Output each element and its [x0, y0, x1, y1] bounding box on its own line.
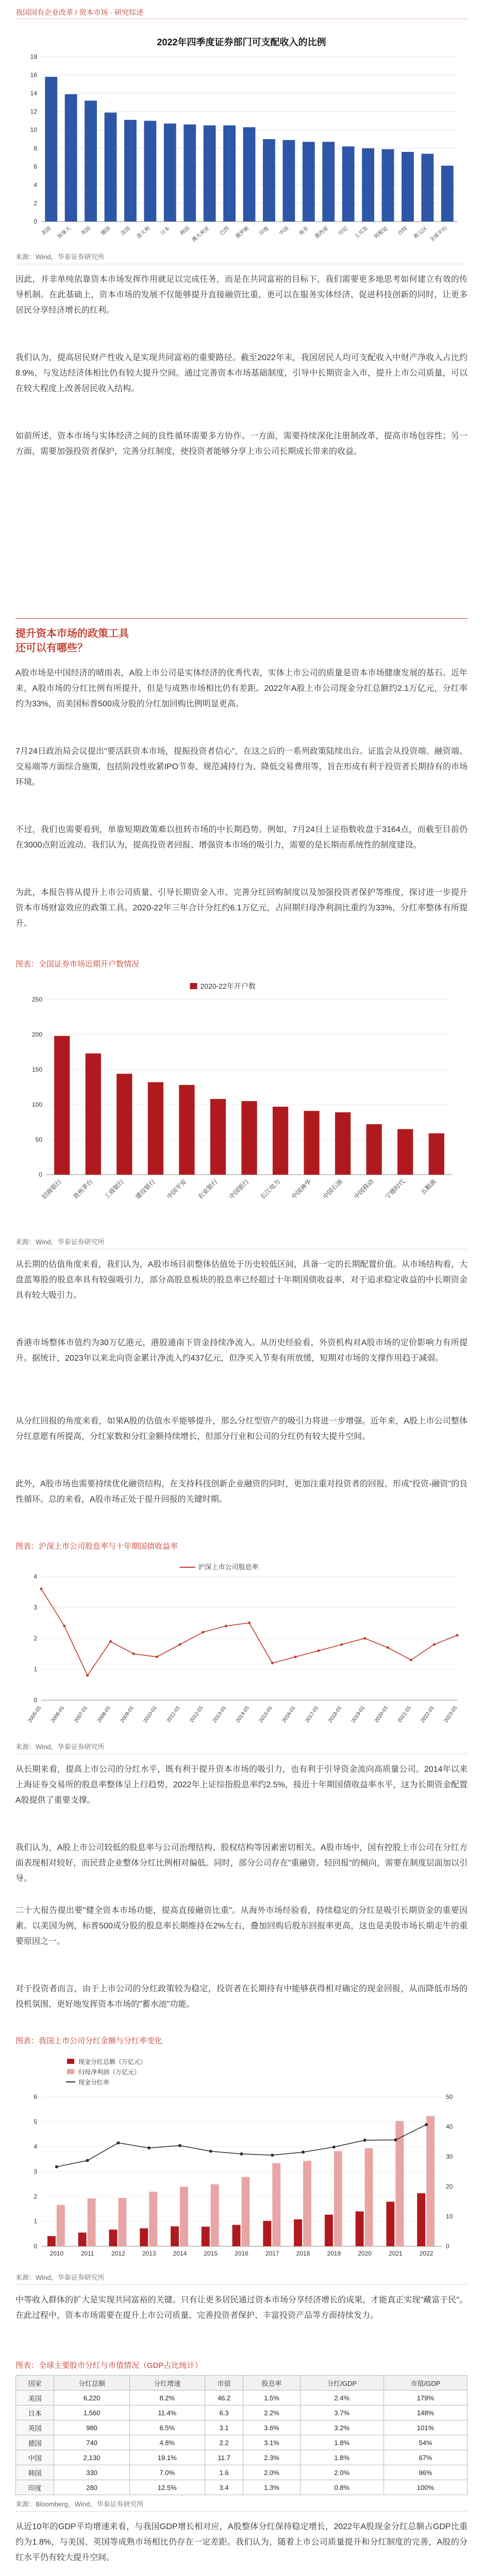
x-tick-label: 沙特 — [397, 225, 409, 237]
x-tick-label: 印尼 — [338, 225, 349, 237]
table-cell: 韩国 — [16, 2465, 54, 2480]
bar — [184, 125, 196, 222]
table-cell: 3.7% — [300, 2405, 384, 2420]
bar — [109, 2230, 117, 2246]
bar — [441, 166, 454, 222]
x-tick-label: 2022-01 — [420, 1705, 436, 1724]
chart-2 — [15, 974, 468, 1231]
y-tick-label: 0 — [34, 218, 37, 225]
table-cell: 6.3 — [205, 2405, 243, 2420]
paragraph: 为此，本报告将从提升上市公司质量、引导长期资金入市、完善分红回购制度以及加强投资者保护等维度，探讨进一步提升资本市场财富效应的政策工具。2020-22年三年合计分红约6.1万亿元，占同期归母净利润比重约为33%，分红率整体有所提升。 — [15, 888, 468, 928]
bar — [402, 152, 414, 222]
y2-tick-label: 0 — [446, 2243, 449, 2250]
y-tick-label: 250 — [31, 996, 42, 1003]
bar — [180, 2187, 188, 2246]
bar — [210, 1099, 226, 1175]
x-tick-label: 工商银行 — [103, 1178, 126, 1201]
paragraph: 从长期的估值角度来看，我们认为，A股市场目前整体估值处于历史较低区间，具备一定的长期配置价值。从市场结构看，大盘蓝筹股的股息率具有较强吸引力，部分高股息板块的股息率已经超过十年期国债收益率，对于追求稳定收益的中长期资金具有较大吸引力。 — [15, 1260, 468, 1300]
y-tick-label: 16 — [30, 71, 37, 79]
x-tick-label: 2010 — [49, 2250, 64, 2257]
x-tick-label: 韩国 — [179, 225, 191, 237]
y-tick-label: 1 — [34, 2217, 37, 2225]
table-cell: 12.5% — [129, 2480, 205, 2495]
paragraph: 因此，并非单纯依靠资本市场发挥作用就足以完成任务，而是在共同富裕的目标下，我们需要更多地思考如何建立有效的传导机制。在此基础上，资本市场的发展不仅能够提升直接融资比重，更可以在服务实体经济、促进科技创新的同时，让更多居民分享经济增长的红利。 — [15, 275, 468, 315]
paragraph: 如前所述，资本市场与实体经济之间的良性循环需要多方协作。一方面，需要持续深化注册制改革，提高市场包容性；另一方面，需要加强投资者保护，完善分红制度，使投资者能够分享上市公司长期成长带来的收益。 — [15, 432, 468, 456]
table-cell: 1.8% — [300, 2450, 384, 2465]
bar — [263, 2221, 271, 2246]
x-tick-label: 2012 — [111, 2250, 125, 2257]
bar — [342, 146, 355, 222]
table-row — [16, 2435, 468, 2450]
paragraph: 对于投资者而言，由于上市公司的分红政策较为稳定，投资者在长期持有中能够获得相对确定的现金回报，从而降低市场的投机氛围，更好地发挥资本市场的"蓄水池"功能。 — [15, 1985, 468, 2009]
legend-label: 2020-22年开户数 — [200, 982, 256, 990]
legend-swatch — [190, 983, 197, 989]
x-tick-label: 美国 — [40, 225, 53, 237]
paragraph: 从近10年的GDP平均增速来看，与我国GDP增长相对应，A股整体分红保持稳定增长，2022年A股现金分红总额占GDP比重约为1.8%，与美国、英国等成熟市场相比仍存在一定差距。我们认为，随着上市公司质量提升和分红制度的完善，A股的分红水平仍有较大提升空间。 — [15, 2522, 468, 2562]
table-row — [16, 2465, 468, 2480]
x-tick-label: 意大利 — [136, 225, 152, 240]
x-tick-label: 2017 — [265, 2250, 279, 2257]
paragraph: 我们认为，提高居民财产性收入是实现共同富裕的重要路径。截至2022年末，我国居民人均可支配收入中财产净收入占比约8.9%，与发达经济体相比仍有较大提升空间。通过完善资本市场基础制度，引导中长期资金入市，提升上市公司质量，可以在较大程度上改善居民收入结构。 — [15, 353, 468, 393]
y-tick-label: 2 — [34, 2193, 37, 2200]
bar — [45, 77, 57, 222]
bar — [386, 2201, 394, 2246]
y-tick-label: 1 — [34, 1666, 37, 1673]
x-tick-label: 长江电力 — [259, 1178, 282, 1201]
bar — [57, 2205, 65, 2246]
y-tick-label: 2 — [34, 199, 37, 207]
table-cell: 3.2% — [300, 2420, 384, 2435]
table-cell: 980 — [54, 2420, 129, 2435]
bar — [105, 112, 117, 222]
y-tick-label: 0 — [34, 1697, 37, 1704]
table-cell: 1.3% — [243, 2480, 300, 2495]
bar — [124, 120, 137, 222]
table-cell: 3.1% — [243, 2435, 300, 2450]
table-cell: 印度 — [16, 2480, 54, 2495]
chart-4-source: 来源：Wind，华泰证券研究所 — [15, 2274, 105, 2281]
x-tick-label: 2008-01 — [96, 1705, 112, 1724]
table-cell: 19.1% — [129, 2450, 205, 2465]
x-tick-label: 2023-01 — [443, 1705, 459, 1724]
chart-4-caption: 图表：我国上市公司分红金额与分红率变化 — [15, 2037, 163, 2045]
x-tick-label: 2006-01 — [50, 1705, 66, 1724]
paragraph: A股市场是中国经济的晴雨表，A股上市公司是实体经济的优秀代表，实体上市公司的质量是资本市场健康发展的基石。近年来，A股市场的分红比例有所提升，但是与成熟市场相比仍有差距。2022年A股上市公司现金分红总额约2.1万亿元，分红率约为33%，而美国标普500成分股的分红加回购比例明显更高。 — [15, 669, 468, 708]
x-tick-label: 德国 — [100, 225, 112, 237]
x-tick-label: 2019-01 — [351, 1705, 367, 1724]
bar — [78, 2232, 87, 2246]
table-row — [16, 2480, 468, 2495]
table-row — [16, 2450, 468, 2465]
y-tick-label: 8 — [34, 144, 37, 152]
table-cell: 2.2 — [205, 2435, 243, 2450]
x-tick-label: 2015-01 — [258, 1705, 274, 1724]
bar — [54, 1036, 70, 1175]
table-cell: 67% — [384, 2450, 467, 2465]
table-cell: 740 — [54, 2435, 129, 2450]
table-header-cell: 分红增速 — [129, 2376, 205, 2391]
y-tick-label: 12 — [30, 108, 37, 115]
bar — [421, 154, 434, 222]
x-tick-label: 2005-01 — [27, 1705, 43, 1724]
table-cell: 8.2% — [129, 2391, 205, 2405]
table-cell: 1.5% — [243, 2391, 300, 2405]
bar — [86, 1054, 101, 1175]
x-tick-label: 土耳其 — [353, 225, 369, 240]
y-tick-label: 2 — [34, 1635, 37, 1642]
chart-3-caption: 图表：沪深上市公司股息率与十年期国债收益率 — [15, 1542, 178, 1551]
paragraph: 不过，我们也需要看到，单靠短期政策难以扭转市场的中长期趋势。例如，7月24日上证指数收盘于3164点，而截至目前仍在3000点附近波动。我们认为，提高投资者回报、增强资本市场的吸引力，需要的是长期而系统性的制度建设。 — [15, 825, 468, 850]
bar — [149, 2192, 157, 2246]
bar — [164, 124, 176, 222]
table-cell: 0.8% — [300, 2480, 384, 2495]
table-source: 来源：Bloomberg，Wind，华泰证券研究所 — [15, 2500, 144, 2508]
x-tick-label: 中国石油 — [321, 1178, 344, 1201]
y-tick-label: 100 — [31, 1101, 42, 1108]
x-tick-label: 2016-01 — [281, 1705, 297, 1724]
paragraph: 我们认为，A股上市公司较低的股息率与公司治理结构、股权结构等因素密切相关。A股市场中，国有控股上市公司在分红方面表现相对较好，而民营企业整体分红比例相对偏低。同时，部分公司存在"重融资、轻回报"的倾向，需要在制度层面加以引导。 — [15, 1843, 468, 1883]
x-tick-label: 2018-01 — [327, 1705, 343, 1724]
legend-swatch — [67, 2069, 74, 2074]
table-cell: 1.8% — [300, 2435, 384, 2450]
bar — [429, 1133, 444, 1175]
bar — [304, 1111, 319, 1175]
table-header-cell: 分红/GDP — [300, 2376, 384, 2391]
bar — [397, 1129, 413, 1175]
paragraph: 7月24日政治局会议提出"要活跃资本市场，提振投资者信心"，在这之后的一系列政策陆续出台。证监会从投资端、融资端、交易端等方面综合施策，包括阶段性收紧IPO节奏、规范减持行为、降低交易费用等，旨在形成有利于投资者长期持有的市场环境。 — [15, 747, 468, 787]
bar — [202, 2227, 210, 2246]
x-tick-label: 全球平均 — [429, 225, 448, 244]
y-tick-label: 200 — [31, 1031, 42, 1038]
bar — [322, 142, 335, 222]
x-tick-label: 2020 — [358, 2250, 372, 2257]
y2-tick-label: 10 — [446, 2213, 453, 2220]
paragraph: 从长期来看，提高上市公司的分红水平，既有利于提升资本市场的吸引力，也有利于引导资金流向高质量公司。2014年以来上海证券交易所的股息率整体呈上行趋势，2022年上证综指股息率约2.5%，接近十年期国债收益率水平，这为长期资金配置A股提供了重要支撑。 — [15, 1765, 468, 1805]
bar — [88, 2198, 96, 2246]
paragraph: 此外，A股市场也需要持续优化融资结构，在支持科技创新企业融资的同时，更加注重对投资者的回报，形成"投资-融资"的良性循环。总的来看，A股市场正处于提升回报的关键时期。 — [15, 1480, 468, 1504]
table-cell: 11.4% — [129, 2405, 205, 2420]
bar — [223, 125, 236, 222]
bar — [179, 1085, 194, 1175]
x-tick-label: 2022 — [419, 2250, 434, 2257]
bar — [294, 2219, 302, 2246]
x-tick-label: 日本 — [159, 225, 171, 237]
table-cell: 179% — [384, 2391, 467, 2405]
x-tick-label: 农业银行 — [196, 1178, 220, 1201]
chart-2-source: 来源：Wind，华泰证券研究所 — [15, 1238, 105, 1246]
y-tick-label: 3 — [34, 2168, 37, 2175]
paragraph: 二十大报告提出要"健全资本市场功能，提高直接融资比重"。从海外市场经验看，持续稳定的分红是吸引长期资金的重要因素。以美国为例，标普500成分股的股息率长期维持在2%左右，叠加回购后股东回报率更高，这也是美股市场长期走牛的重要原因之一。 — [15, 1906, 468, 1946]
y-tick-label: 6 — [34, 2093, 37, 2100]
chart-3-source: 来源：Wind，华泰证券研究所 — [15, 1743, 105, 1751]
bar — [116, 1074, 132, 1175]
bar — [334, 2151, 342, 2246]
table-cell: 54% — [384, 2435, 467, 2450]
x-tick-label: 墨西哥 — [314, 225, 330, 240]
bar — [382, 149, 394, 222]
table-cell: 2.0% — [243, 2465, 300, 2480]
x-tick-label: 阿根廷 — [373, 225, 389, 240]
x-tick-label: 2018 — [296, 2250, 310, 2257]
table-cell: 4.8% — [129, 2435, 205, 2450]
x-tick-label: 2014-01 — [235, 1705, 251, 1724]
legend-label: 现金分红总额（万亿元） — [78, 2058, 147, 2065]
x-tick-label: 2020-01 — [373, 1705, 389, 1724]
divider — [15, 2511, 468, 2512]
x-tick-label: 中国移动 — [352, 1178, 375, 1201]
x-tick-label: 2011 — [80, 2250, 94, 2257]
legend-swatch — [67, 2059, 74, 2064]
bar — [232, 2225, 241, 2246]
x-tick-label: 2014 — [173, 2250, 187, 2257]
x-tick-label: 2021-01 — [396, 1705, 412, 1724]
x-tick-label: 2015 — [204, 2250, 218, 2257]
table-cell: 英国 — [16, 2420, 54, 2435]
y-tick-label: 4 — [34, 2143, 37, 2150]
chart-4 — [15, 2050, 468, 2267]
x-tick-label: 中国神华 — [290, 1178, 313, 1201]
bar — [148, 1082, 163, 1175]
table-cell: 3.1 — [205, 2420, 243, 2435]
section-rule — [15, 618, 468, 619]
bar — [241, 1101, 257, 1175]
table-header-cell: 股息率 — [243, 2376, 300, 2391]
table-row — [16, 2405, 468, 2420]
bar — [171, 2226, 179, 2246]
table-header-cell: 分红总额 — [54, 2376, 129, 2391]
table-cell: 日本 — [16, 2405, 54, 2420]
y-tick-label: 4 — [34, 181, 37, 189]
x-tick-label: 2009-01 — [119, 1705, 135, 1724]
x-tick-label: 印度 — [258, 225, 270, 237]
table-cell: 2.3% — [243, 2450, 300, 2465]
table-cell: 3.4 — [205, 2480, 243, 2495]
x-tick-label: 中国 — [278, 225, 290, 237]
chart-title: 2022年四季度证券部门可支配收入的比例 — [157, 37, 326, 47]
x-tick-label: 中国平安 — [165, 1178, 188, 1201]
y-tick-label: 14 — [30, 90, 37, 97]
bar — [144, 121, 156, 222]
legend-label: 现金分红率 — [78, 2079, 110, 2086]
bar — [272, 2163, 280, 2246]
y-tick-label: 0 — [39, 1171, 42, 1178]
x-tick-label: 2016 — [235, 2250, 248, 2257]
bar — [85, 100, 97, 222]
y-tick-label: 6 — [34, 163, 37, 171]
y2-tick-label: 30 — [446, 2153, 453, 2160]
bar — [65, 94, 77, 222]
header-note: 我国国有企业改革 / 资本市场 · 研究综述 — [15, 8, 144, 16]
x-tick-label: 2011-01 — [165, 1705, 181, 1724]
table-cell: 148% — [384, 2405, 467, 2420]
bar — [365, 2148, 373, 2246]
bar — [118, 2198, 126, 2246]
x-tick-label: 法国 — [120, 225, 131, 237]
x-tick-label: 2007-01 — [73, 1705, 89, 1724]
y-tick-label: 150 — [31, 1066, 42, 1073]
y2-tick-label: 40 — [446, 2123, 453, 2130]
x-tick-label: 英国 — [80, 225, 92, 237]
table-cell: 2.2% — [243, 2405, 300, 2420]
bar — [273, 1107, 288, 1175]
x-tick-label: 建设银行 — [134, 1178, 157, 1201]
table-header-cell: 国家 — [16, 2376, 54, 2391]
bar — [204, 125, 216, 222]
table-cell: 101% — [384, 2420, 467, 2435]
x-tick-label: 俄罗斯 — [235, 225, 251, 240]
bar — [426, 2116, 435, 2246]
table-cell: 2.4% — [300, 2391, 384, 2405]
table-cell: 7.0% — [129, 2465, 205, 2480]
bar — [282, 140, 295, 222]
x-tick-label: 欧元区 — [413, 225, 429, 240]
paragraph: 香港市场整体市值约为30万亿港元，港股通南下资金持续净流入。从历史经验看，外资机构对A股市场的定价影响力有所提升。据统计，2023年以来北向资金累计净流入约437亿元，但净买入节奏有所放缓，短期对市场的支撑作用趋于减弱。 — [15, 1338, 468, 1363]
bar — [303, 2161, 311, 2246]
table-cell: 2,130 — [54, 2450, 129, 2465]
table-cell: 1.6 — [205, 2465, 243, 2480]
table-cell: 1,560 — [54, 2405, 129, 2420]
y-tick-label: 10 — [30, 126, 37, 134]
y-tick-label: 4 — [34, 1573, 37, 1580]
x-tick-label: 2019 — [327, 2250, 341, 2257]
section-kicker: 提升资本市场的政策工具 — [15, 628, 129, 639]
x-tick-label: 中国银行 — [227, 1178, 251, 1201]
y-tick-label: 5 — [34, 2118, 37, 2126]
x-tick-label: 2010-01 — [142, 1705, 158, 1724]
y-tick-label: 18 — [30, 53, 37, 60]
paragraph: 从分红回报的角度来看，如果A股的估值水平能够提升，那么分红型资产的吸引力将进一步增强。近年来，A股上市公司整体分红意愿有所提高，分红家数和分红金额持续增长，但部分行业和公司的分红仍有较大提升空间。 — [15, 1417, 468, 1441]
chart-2-caption: 图表：全国证券市场近期开户数情况 — [15, 960, 140, 969]
table-row — [16, 2391, 468, 2405]
table-cell: 美国 — [16, 2391, 54, 2405]
series-line — [41, 1589, 457, 1675]
x-tick-label: 2021 — [388, 2250, 403, 2257]
data-table — [15, 2375, 468, 2495]
y2-tick-label: 20 — [446, 2183, 453, 2190]
divider — [15, 2284, 468, 2285]
table-header-cell: 市值/GDP — [384, 2376, 467, 2391]
section-title: 还可以有哪些？ — [15, 642, 88, 654]
chart-1-source: 来源：Wind，华泰证券研究所 — [15, 253, 105, 261]
legend-label: 归母净利润（万亿元） — [78, 2069, 141, 2076]
legend-label: 沪深上市公司股息率 — [198, 1563, 259, 1571]
table-header-cell: 市值 — [205, 2376, 243, 2391]
x-tick-label: 宁德时代 — [384, 1178, 407, 1201]
table-cell: 280 — [54, 2480, 129, 2495]
table-row — [16, 2420, 468, 2435]
bar — [325, 2215, 333, 2246]
x-tick-label: 南非 — [298, 225, 310, 237]
x-tick-label: 澳大利亚 — [191, 225, 211, 244]
bar — [140, 2228, 148, 2246]
x-tick-label: 2013-01 — [212, 1705, 228, 1724]
x-tick-label: 2012-01 — [189, 1705, 205, 1724]
bar — [243, 127, 256, 222]
bar — [263, 139, 275, 222]
x-tick-label: 巴西 — [219, 225, 230, 237]
table-cell: 46.2 — [205, 2391, 243, 2405]
x-tick-label: 招商银行 — [40, 1178, 63, 1201]
bar — [417, 2193, 425, 2246]
table-cell: 6,220 — [54, 2391, 129, 2405]
bar — [362, 148, 374, 222]
bar — [242, 2177, 250, 2246]
bar — [335, 1112, 351, 1175]
bar — [367, 1124, 382, 1175]
table-cell: 中国 — [16, 2450, 54, 2465]
bar — [47, 2236, 56, 2246]
table-cell: 3.6% — [243, 2420, 300, 2435]
chart-3 — [15, 1556, 468, 1736]
table-cell: 330 — [54, 2465, 129, 2480]
table-cell: 96% — [384, 2465, 467, 2480]
x-tick-label: 五粮液 — [419, 1178, 438, 1196]
bar — [303, 142, 315, 222]
x-tick-label: 2017-01 — [304, 1705, 320, 1724]
table-caption: 图表：全球主要股市分红与市值情况（GDP占比统计） — [15, 2361, 203, 2370]
x-tick-label: 贵州茅台 — [72, 1178, 94, 1201]
y-tick-label: 0 — [34, 2243, 37, 2250]
table-cell: 德国 — [16, 2435, 54, 2450]
y2-tick-label: 50 — [446, 2093, 453, 2100]
bar — [356, 2211, 364, 2246]
table-cell: 2.0% — [300, 2465, 384, 2480]
y-tick-label: 50 — [35, 1136, 42, 1143]
y-tick-label: 3 — [34, 1604, 37, 1611]
paragraph: 中等收入群体的扩大是实现共同富裕的关键。只有让更多居民通过资本市场分享经济增长的成果，才能真正实现"藏富于民"。在此过程中，资本市场需要在提升上市公司质量、完善投资者保护、丰富投资产品等方面持续发力。 — [15, 2296, 468, 2320]
table-cell: 11.7 — [205, 2450, 243, 2465]
bar — [211, 2184, 219, 2246]
table-cell: 100% — [384, 2480, 467, 2495]
table-cell: 6.5% — [129, 2420, 205, 2435]
chart-1 — [15, 31, 468, 247]
x-tick-label: 加拿大 — [56, 225, 72, 240]
x-tick-label: 2013 — [142, 2250, 156, 2257]
